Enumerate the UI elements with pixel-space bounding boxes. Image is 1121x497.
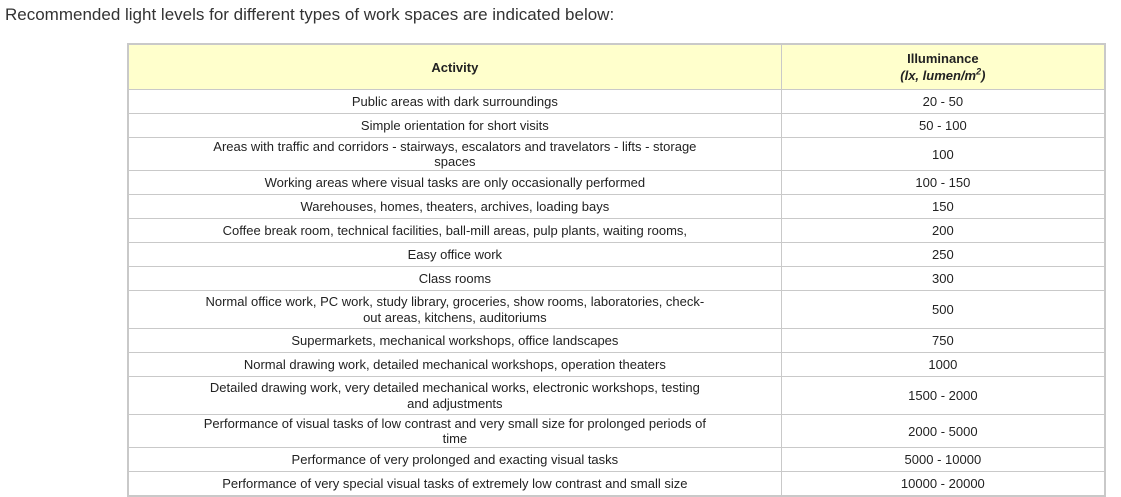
activity-cell: Class rooms <box>128 267 781 291</box>
activity-cell: Performance of very prolonged and exacting visual tasks <box>128 448 781 472</box>
table-body <box>128 90 1105 497</box>
table-row <box>128 195 1105 219</box>
table-row <box>128 114 1105 138</box>
table-row <box>128 415 1105 448</box>
table-row <box>128 329 1105 353</box>
activity-cell: Easy office work <box>128 243 781 267</box>
illuminance-units <box>900 68 985 83</box>
table-row <box>128 448 1105 472</box>
header-row <box>128 44 1105 90</box>
activity-cell: Working areas where visual tasks are only occasionally performed <box>128 171 781 195</box>
activity-cell: Normal office work, PC work, study library, groceries, show rooms, laboratories, check-out areas, kitchens, auditoriums <box>128 291 781 329</box>
illuminance-cell: 500 <box>781 291 1105 329</box>
table-row <box>128 90 1105 114</box>
table-row <box>128 171 1105 195</box>
illuminance-cell: 150 <box>781 195 1105 219</box>
activity-cell: Detailed drawing work, very detailed mechanical works, electronic workshops, testing and adjustments <box>128 377 781 415</box>
illuminance-cell: 100 - 150 <box>781 171 1105 195</box>
table-row <box>128 267 1105 291</box>
table-row <box>128 377 1105 415</box>
light-levels-table <box>127 43 1106 497</box>
table-row <box>128 353 1105 377</box>
illuminance-cell: 2000 - 5000 <box>781 415 1105 448</box>
illuminance-cell: 50 - 100 <box>781 114 1105 138</box>
illuminance-column-header <box>781 44 1105 90</box>
illuminance-cell: 100 <box>781 138 1105 171</box>
illuminance-cell: 1000 <box>781 353 1105 377</box>
illuminance-cell: 300 <box>781 267 1105 291</box>
activity-cell: Areas with traffic and corridors - stairways, escalators and travelators - lifts - storage spaces <box>128 138 781 171</box>
activity-cell: Normal drawing work, detailed mechanical workshops, operation theaters <box>128 353 781 377</box>
activity-cell: Simple orientation for short visits <box>128 114 781 138</box>
activity-cell: Supermarkets, mechanical workshops, office landscapes <box>128 329 781 353</box>
illuminance-cell: 5000 - 10000 <box>781 448 1105 472</box>
illuminance-cell: 200 <box>781 219 1105 243</box>
table-header <box>128 44 1105 90</box>
activity-cell: Performance of very special visual tasks of extremely low contrast and small size <box>128 472 781 497</box>
activity-cell: Warehouses, homes, theaters, archives, loading bays <box>128 195 781 219</box>
illuminance-cell: 1500 - 2000 <box>781 377 1105 415</box>
illuminance-cell: 10000 - 20000 <box>781 472 1105 497</box>
units-suffix: ) <box>981 68 986 83</box>
illuminance-cell: 20 - 50 <box>781 90 1105 114</box>
table-row <box>128 138 1105 171</box>
illuminance-cell: 750 <box>781 329 1105 353</box>
activity-cell: Public areas with dark surroundings <box>128 90 781 114</box>
intro-text: Recommended light levels for different types of work spaces are indicated below: <box>5 5 615 24</box>
units-prefix: (lx, lumen/m <box>900 68 977 83</box>
activity-cell: Performance of visual tasks of low contrast and very small size for prolonged periods of time <box>128 415 781 448</box>
table-row <box>128 243 1105 267</box>
table-row <box>128 291 1105 329</box>
illuminance-cell: 250 <box>781 243 1105 267</box>
table-row <box>128 472 1105 497</box>
activity-column-header: Activity <box>128 44 781 90</box>
activity-cell: Coffee break room, technical facilities, ball-mill areas, pulp plants, waiting rooms, <box>128 219 781 243</box>
table-row <box>128 219 1105 243</box>
units-superscript: 2 <box>976 66 982 77</box>
illuminance-header-label: Illuminance <box>907 51 979 66</box>
